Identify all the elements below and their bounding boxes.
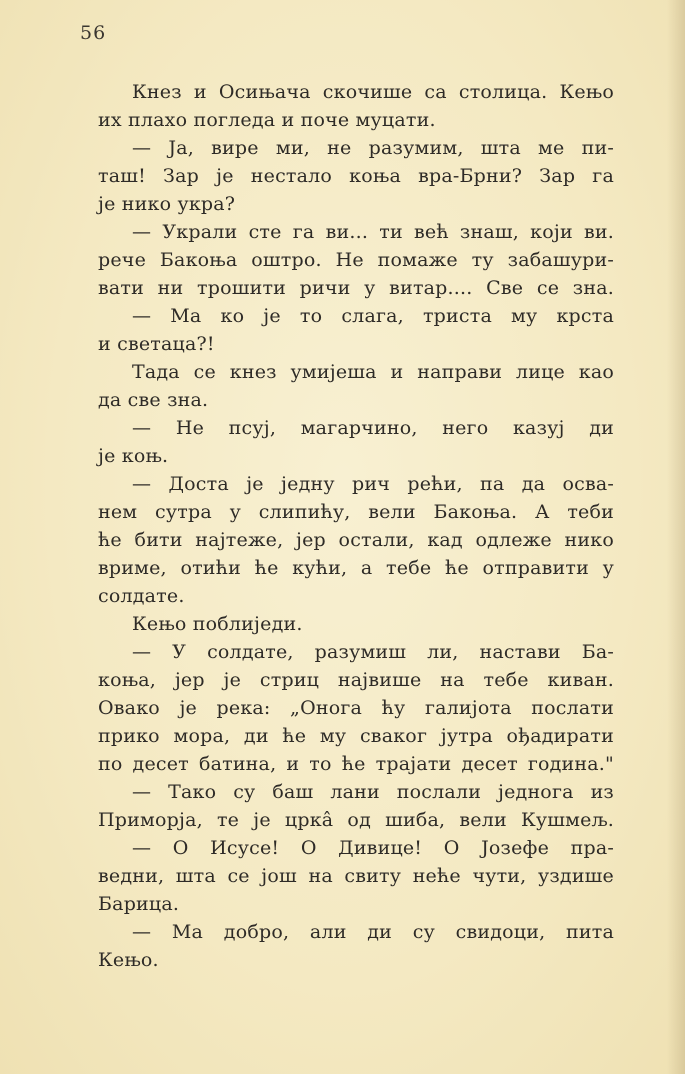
- body-text: [98, 78, 614, 974]
- text-line: Кењо.: [98, 949, 159, 971]
- text-line: Кнез и Осињача скочише са столица. Кењо: [132, 81, 614, 103]
- text-line: — Тако су баш лани послали једнога из: [132, 781, 614, 803]
- text-line: је нико укра?: [98, 193, 236, 215]
- text-line: — Не псуј, магарчино, него казуј ди: [132, 417, 614, 439]
- text-line: таш! Зар је нестало коња вра-Брни? Зар га: [98, 165, 614, 187]
- text-line: Барица.: [98, 893, 180, 915]
- text-line: вриме, отићи ће кући, а тебе ће отправити у: [98, 557, 614, 579]
- page-number: 56: [80, 22, 107, 44]
- text-line: — У солдате, разумиш ли, настави Ба-: [132, 641, 614, 663]
- text-line: вати ни трошити ричи у витар.... Све се зна.: [98, 277, 614, 299]
- text-line: је коњ.: [98, 445, 169, 467]
- text-line: ведни, шта се још на свиту неће чути, уздише: [98, 865, 614, 887]
- text-line: — О Исусе! О Дивице! О Јозефе пра-: [132, 837, 614, 859]
- text-line: Тада се кнез умијеша и направи лице као: [132, 361, 614, 383]
- text-line: Приморја, те је цркâ од шиба, вели Кушмељ.: [98, 809, 614, 831]
- text-line: их плахо погледа и поче муцати.: [98, 109, 436, 131]
- text-line: нем сутра у слипићу, вели Бакоња. А теби: [98, 501, 614, 523]
- text-line: по десет батина, и то ће трајати десет година.": [98, 753, 614, 775]
- text-line: — Ма ко је то слага, триста му крста: [132, 305, 614, 327]
- text-line: ће бити најтеже, јер остали, кад одлеже нико: [98, 529, 614, 551]
- text-line: коња, јер је стриц највише на тебе киван.: [98, 669, 614, 691]
- text-line: и светаца?!: [98, 333, 215, 355]
- text-line: — Ја, вире ми, не разумим, шта ме пи-: [132, 137, 614, 159]
- text-line: — Ма добро, али ди су свидоци, пита: [132, 921, 614, 943]
- text-line: прико мора, ди ће му сваког јутра ођадирати: [98, 725, 614, 747]
- text-line: Кењо поблиједи.: [132, 613, 303, 635]
- text-line: — Доста је једну рич рећи, па да осва-: [132, 473, 614, 495]
- page-edge-shadow: [667, 0, 685, 1074]
- text-line: Овако је река: „Онога ћу галијота послати: [98, 697, 614, 719]
- text-line: солдате.: [98, 585, 185, 607]
- text-line: рече Бакоња оштро. Не помаже ту забашури-: [98, 249, 614, 271]
- text-line: — Украли сте га ви... ти већ знаш, који ви.: [132, 221, 614, 243]
- text-line: да све зна.: [98, 389, 209, 411]
